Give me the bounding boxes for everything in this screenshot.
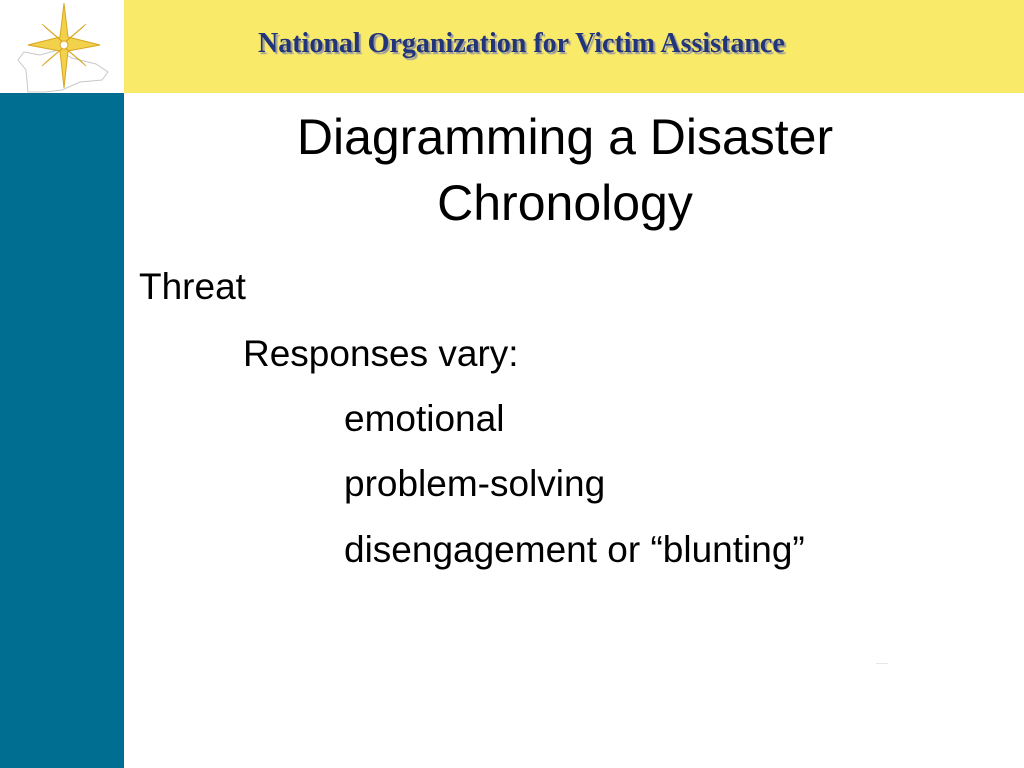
bullet-disengagement: disengagement or “blunting” (344, 529, 805, 570)
faint-mark (876, 663, 888, 664)
bullet-threat: Threat (139, 266, 246, 307)
slide-title-line-1: Diagramming a Disaster (296, 109, 834, 165)
left-sidebar-band (0, 93, 124, 768)
bullet-emotional: emotional (344, 398, 505, 439)
organization-name: National Organization for Victim Assistance (258, 28, 785, 59)
compass-star-icon (0, 0, 124, 93)
slide-title (200, 104, 930, 236)
bullet-responses-vary: Responses vary: (243, 333, 519, 374)
bullet-problem-solving: problem-solving (344, 463, 606, 504)
slide-title-line-2: Chronology (437, 175, 693, 231)
logo-area (0, 0, 124, 93)
